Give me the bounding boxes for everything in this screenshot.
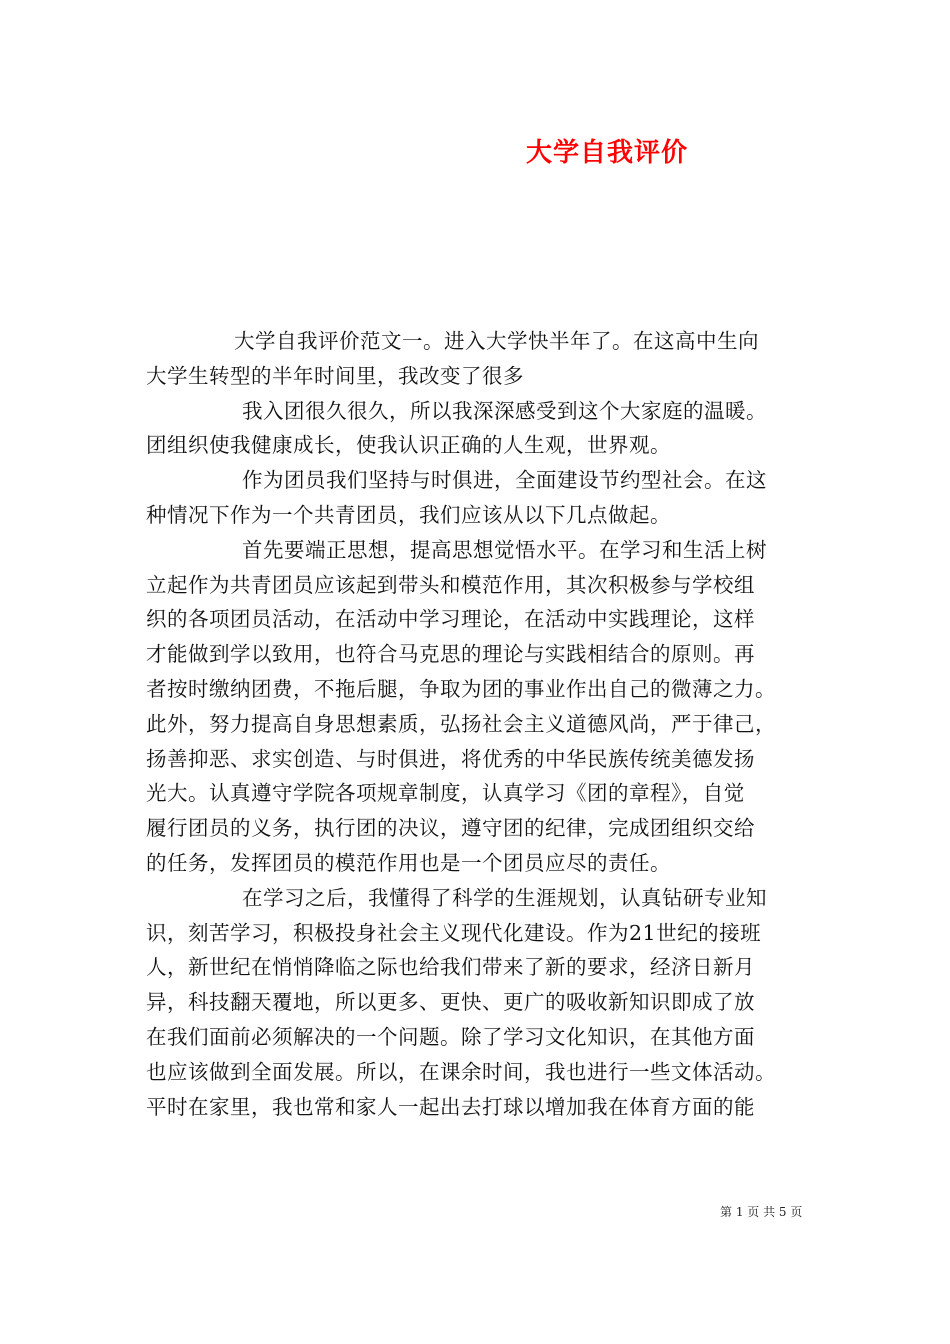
- text-line: 人，新世纪在悄悄降临之际也给我们带来了新的要求，经济日新月: [146, 955, 755, 980]
- text-line: 的任务，发挥团员的模范作用也是一个团员应尽的责任。: [146, 850, 671, 875]
- document-body: [146, 324, 826, 1124]
- text-line: 作为团员我们坚持与时俱进，全面建设节约型社会。在这: [242, 468, 767, 493]
- text-line: 种情况下作为一个共青团员，我们应该从以下几点做起。: [146, 502, 671, 527]
- text-line: 光大。认真遵守学院各项规章制度，认真学习《团的章程》，自觉: [146, 781, 745, 806]
- text-line: 履行团员的义务，执行团的决议，遵守团的纪律，完成团组织交给: [146, 816, 755, 841]
- text-line: 识，刻苦学习，积极投身社会主义现代化建设。作为21世纪的接班: [146, 920, 762, 945]
- text-line: 异，科技翻天覆地，所以更多、更快、更广的吸收新知识即成了放: [146, 990, 755, 1015]
- text-line: 团组织使我健康成长，使我认识正确的人生观，世界观。: [146, 433, 671, 458]
- text-line: 扬善抑恶、求实创造、与时俱进，将优秀的中华民族传统美德发扬: [146, 746, 755, 771]
- text-line: 首先要端正思想，提高思想觉悟水平。在学习和生活上树: [242, 537, 767, 562]
- page-number: 第 1 页 共 5 页: [720, 1205, 803, 1219]
- text-line: 立起作为共青团员应该起到带头和模范作用，其次积极参与学校组: [146, 572, 755, 597]
- text-line: 在我们面前必须解决的一个问题。除了学习文化知识，在其他方面: [146, 1024, 755, 1049]
- text-line: 在学习之后，我懂得了科学的生涯规划，认真钻研专业知: [242, 885, 767, 910]
- text-line: 大学自我评价范文一。进入大学快半年了。在这高中生向: [234, 329, 759, 353]
- text-line: 也应该做到全面发展。所以，在课余时间，我也进行一些文体活动。: [146, 1059, 776, 1084]
- text-line: 我入团很久很久，所以我深深感受到这个大家庭的温暖。: [242, 398, 767, 423]
- text-line: 大学生转型的半年时间里，我改变了很多: [146, 363, 524, 388]
- text-line: 者按时缴纳团费，不拖后腿，争取为团的事业作出自己的微薄之力。: [146, 676, 776, 701]
- document-title: 大学自我评价: [526, 138, 689, 168]
- text-line: 平时在家里，我也常和家人一起出去打球以增加我在体育方面的能: [146, 1094, 755, 1119]
- text-line: 才能做到学以致用，也符合马克思的理论与实践相结合的原则。再: [146, 642, 755, 667]
- text-line: 织的各项团员活动，在活动中学习理论，在活动中实践理论，这样: [146, 607, 755, 632]
- text-line: 此外，努力提高自身思想素质，弘扬社会主义道德风尚，严于律己，: [146, 711, 776, 736]
